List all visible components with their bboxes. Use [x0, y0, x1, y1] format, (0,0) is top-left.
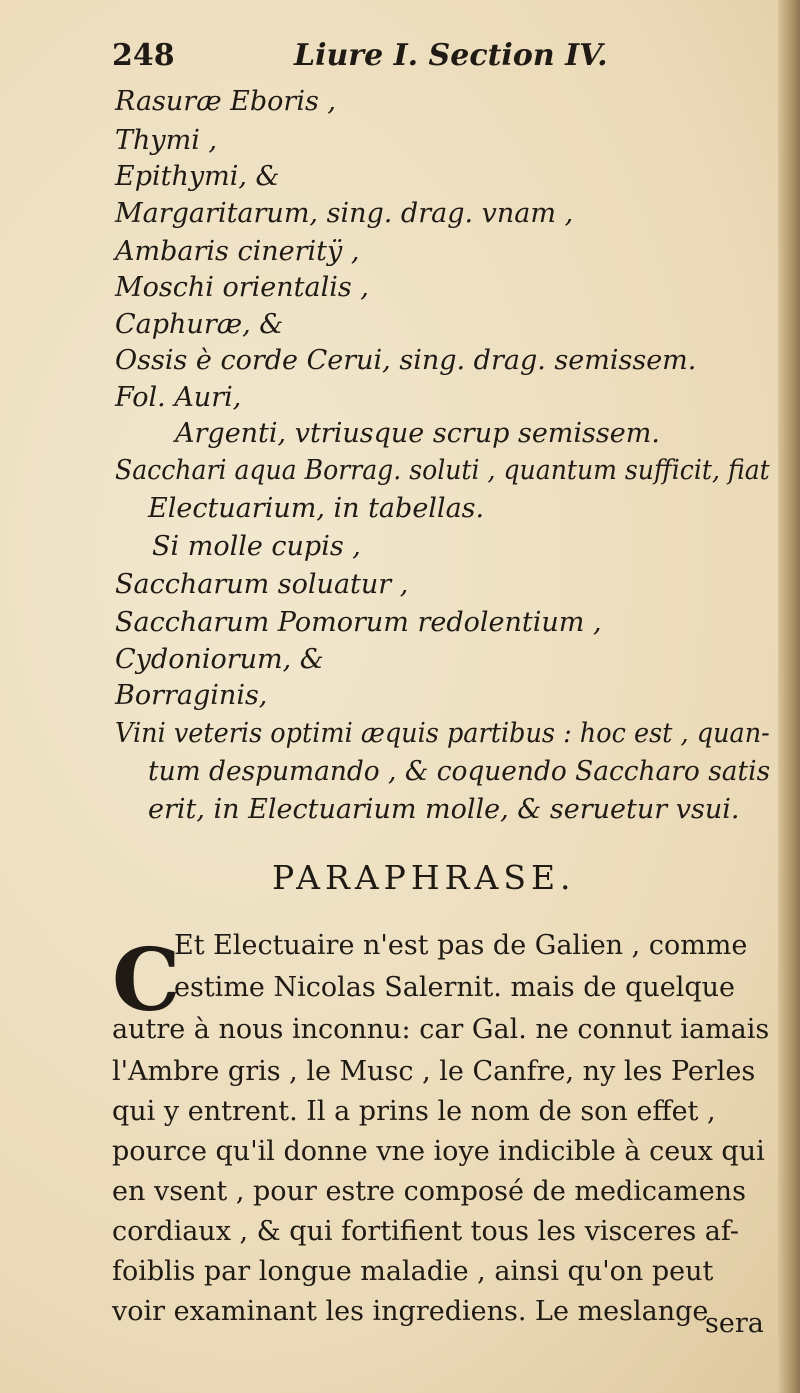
recipe-line: Cydoniorum, &	[115, 644, 324, 675]
body-line: cordiaux , & qui fortifient tous les visceres af-	[112, 1216, 740, 1247]
recipe-line: Electuarium, in tabellas.	[148, 493, 485, 524]
recipe-line: Saccharum Pomorum redolentium ,	[115, 607, 602, 638]
recipe-line: Vini veteris optimi æquis partibus : hoc est , quan-	[115, 718, 770, 749]
body-line: en vsent , pour estre composé de medicamens	[112, 1176, 746, 1207]
recipe-line: Ossis è corde Cerui, sing. drag. semissem.	[115, 345, 697, 376]
body-line: Et Electuaire n'est pas de Galien , comme	[174, 930, 748, 961]
recipe-line: Ambaris cineritÿ ,	[115, 236, 360, 267]
body-line: voir examinant les ingrediens. Le meslange	[112, 1296, 709, 1327]
page-number: 248	[112, 38, 175, 73]
recipe-line: erit, in Electuarium molle, & seruetur vsui.	[148, 794, 740, 825]
running-title: Liure I. Section IV.	[294, 38, 608, 73]
recipe-line: Sacchari aqua Borrag. soluti , quantum sufficit, fiat	[115, 455, 770, 486]
body-line: l'Ambre gris , le Musc , le Canfre, ny les Perles	[112, 1056, 756, 1087]
recipe-line: Si molle cupis ,	[152, 531, 361, 562]
recipe-line: Thymi ,	[115, 125, 218, 156]
recipe-line: Saccharum soluatur ,	[115, 569, 409, 600]
page-header	[112, 38, 712, 78]
recipe-line: Epithymi, &	[115, 161, 280, 192]
body-line: estime Nicolas Salernit. mais de quelque	[174, 972, 736, 1003]
body-line: pource qu'il donne vne ioye indicible à ceux qui	[112, 1136, 765, 1167]
recipe-line: Fol. Auri,	[115, 382, 242, 413]
drop-capital: C	[112, 930, 181, 1031]
body-line: autre à nous inconnu: car Gal. ne connut iamais	[112, 1014, 770, 1045]
recipe-line: Moschi orientalis ,	[115, 272, 369, 303]
book-spine-edge	[778, 0, 800, 1393]
recipe-line: Borraginis,	[115, 680, 268, 711]
recipe-line: Margaritarum, sing. drag. vnam ,	[115, 198, 574, 229]
recipe-line: tum despumando , & coquendo Saccharo satis	[148, 756, 771, 787]
body-line: qui y entrent. Il a prins le nom de son effet ,	[112, 1096, 716, 1127]
section-heading: PARAPHRASE.	[272, 858, 576, 897]
catchword: sera	[705, 1308, 764, 1339]
recipe-line: Rasuræ Eboris ,	[115, 86, 336, 117]
recipe-line: Caphuræ, &	[115, 309, 284, 340]
body-line: foiblis par longue maladie , ainsi qu'on peut	[112, 1256, 714, 1287]
recipe-line: Argenti, vtriusque scrup semissem.	[175, 418, 660, 449]
